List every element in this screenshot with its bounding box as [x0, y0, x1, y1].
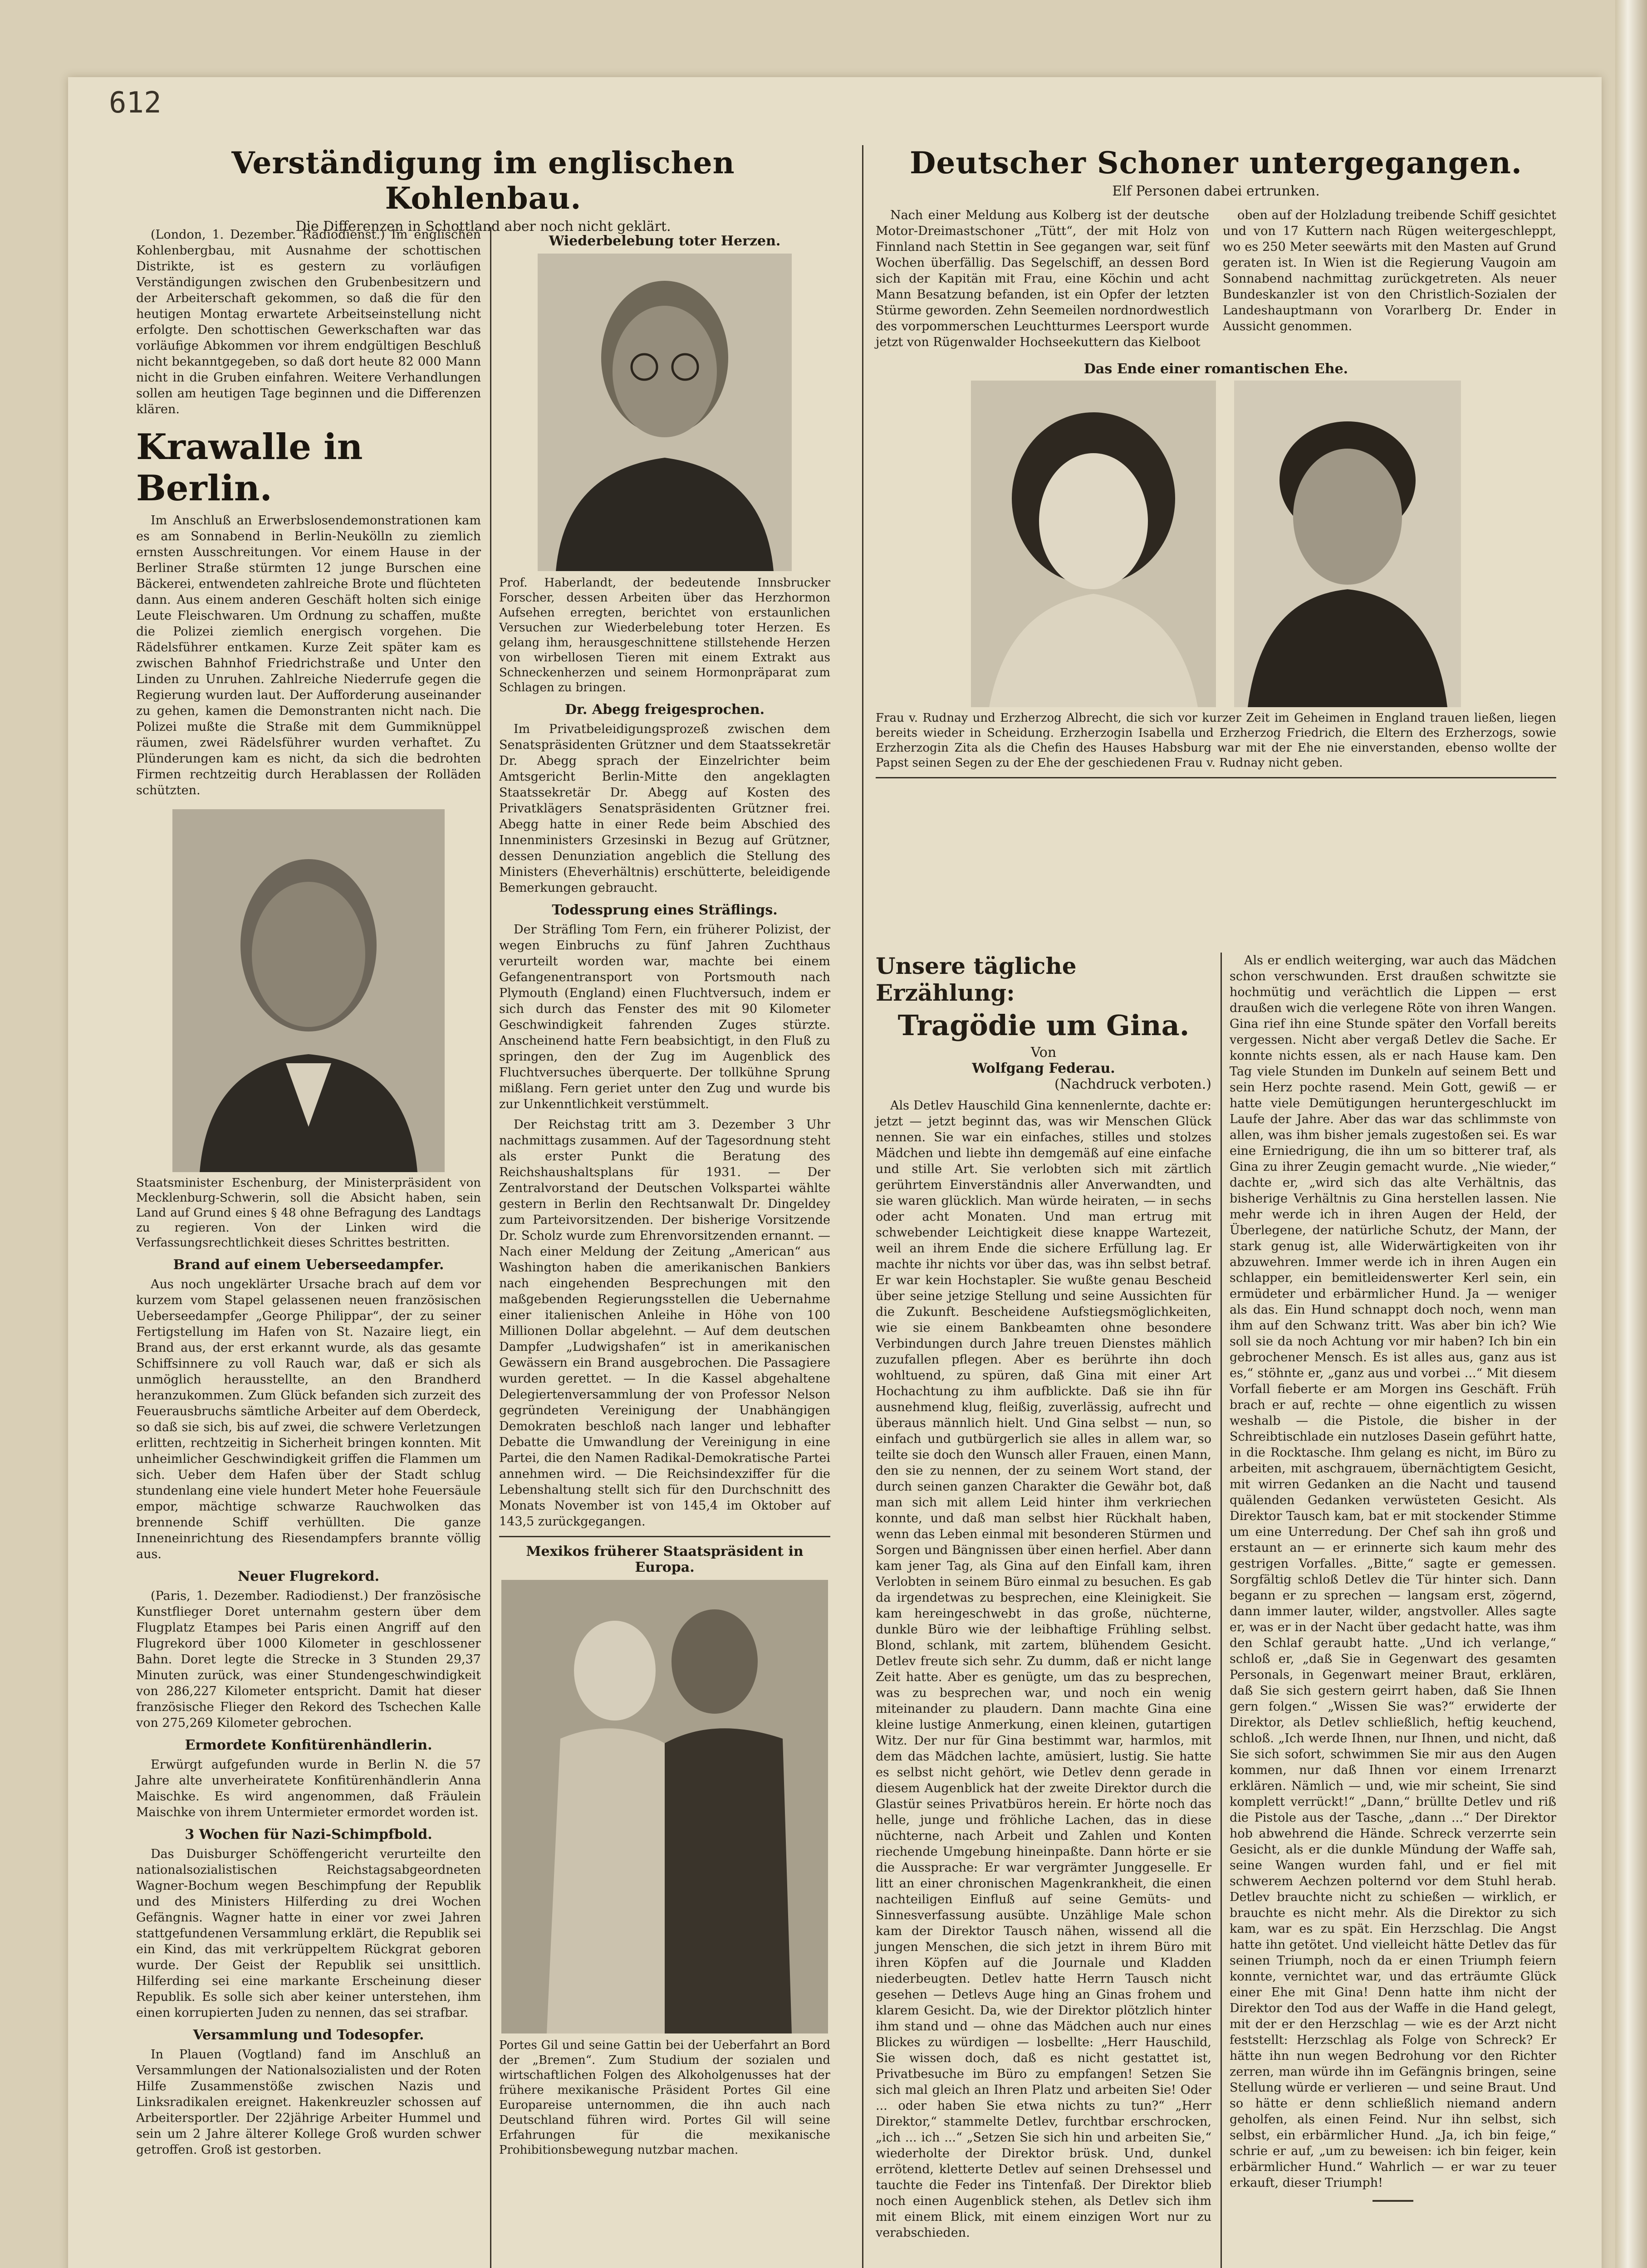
binding-edge — [1615, 0, 1647, 2268]
article-coal-body: (London, 1. Dezember. Radiodienst.) Im englischen Kohlenbergbau, mit Ausnahme der schottischen Distrikte, ist es gestern zu vorläufigen Verständigungen zwischen den Grubenbesitzern und der Arbeiterschaft gekommen, so daß die für den heutigen Montag erwartete Arbeitseinstellung nicht erfolgte. Den schottischen Gewerkschaften war das vorläufige Abkommen vor ihrem endgültigen Beschluß nicht bekanntgegeben, so daß dort heute 82 000 Mann nicht in die Gruben einfahren. Weitere Verhandlungen sollen am heutigen Tage beginnen und die Differenzen klären. — [136, 228, 481, 416]
photo-portesgil-caption: Portes Gil und seine Gattin bei der Ueberfahrt an Bord der „Bremen“. Zum Studium der sozialen und wirtschaftlichen Folgen des Alkoholgenusses hat der frühere mexikanische Präsident Portes Gil eine Europareise unternommen, die ihn auch nach Deutschland führen wird. Portes Gil will seine Erfahrungen für die mexikanische Prohibitionsbewegung nutzbar machen. — [499, 2038, 830, 2157]
col1-item-4-title: 3 Wochen für Nazi-Schimpfbold. — [185, 1827, 432, 1843]
photo-rudnay-pair — [876, 381, 1556, 707]
story-end-rule — [1372, 2200, 1413, 2202]
photo-haberlandt-title: Wiederbelebung toter Herzen. — [549, 233, 781, 249]
col2-item-2-title: Todessprung eines Sträflings. — [552, 902, 778, 918]
portrait-officer-icon — [1234, 381, 1461, 707]
photo-portesgil-title: Mexikos früherer Staatspräsident in Europa. — [526, 1544, 804, 1575]
article3-rule — [876, 777, 1556, 778]
photo-eschenburg — [172, 809, 445, 1172]
story-kicker: Unsere tägliche Erzählung: — [876, 953, 1077, 1006]
story-divider — [1221, 953, 1222, 2268]
article-schooner — [876, 145, 1556, 785]
col1-item-2-body: (Paris, 1. Dezember. Radiodienst.) Der französische Kunstflieger Doret unternahm gestern über dem Flugplatz Etampes bei Paris einen Angriff auf den Flugrekord über 1000 Kilometer in geschlossener Bahn. Doret legte die Strecke in 3 Stunden 29,37 Minuten zurück, was einer Stundengeschwindigkeit von 286,227 Kilometer entspricht. Damit hat dieser französische Flieger den Rekord des Tschechen Kalle von 275,269 Kilometer gebrochen. — [136, 1589, 481, 1730]
col2-item-1-title: Dr. Abegg freigesprochen. — [564, 702, 765, 718]
photo-eschenburg-caption: Staatsminister Eschenburg, der Ministerpräsident von Mecklenburg-Schwerin, soll die Absicht haben, sein Land auf Grund eines § 48 ohne Befragung des Landtags zu regieren. Von der Linken wird die Verfassungsrechtlichkeit dieses Schrittes bestritten. — [136, 1176, 481, 1250]
article-schooner-title: Deutscher Schoner untergegangen. — [910, 145, 1522, 181]
article-riots-body: Im Anschluß an Erwerbslosendemonstrationen kam es am Sonnabend in Berlin-Neukölln zu ziemlich ernsten Ausschreitungen. Vor einem Hause in der Berliner Straße stürmten 12 junge Burschen eine Bäckerei, entwendeten zahlreiche Brote und flüchteten dann. Aus einem anderen Geschäft holten sich einige Leute Fleischwaren. Um Ordnung zu schaffen, mußte die Polizei ziemlich energisch vorgehen. Die Rädelsführer entkamen. Kurze Zeit später kam es zwischen Bahnhof Friedrichstraße und Unter den Linden zu Unruhen. Zahlreiche Niederrufe gegen die Regierung wurden laut. Der Aufforderung auseinander zu gehen, kamen die Demonstranten nicht nach. Die Polizei mußte die Straße mit dem Gummiknüppel räumen, zwei Rädelsführer wurden verhaftet. Zu Plünderungen kam es nicht, da sich die bedrohten Firmen rechtzeitig durch Herablassen der Rolläden schützten. — [136, 513, 481, 797]
story-column-left — [876, 953, 1211, 2245]
col2-item-2-body: Der Sträfling Tom Fern, ein früherer Polizist, der wegen Einbruchs zu fünf Jahren Zuchthaus verurteilt worden war, machte bei einem Gefangenentransport von Portsmouth nach Plymouth (England) einen Fluchtversuch, indem er sich durch das Fenster des mit 90 Kilometer Geschwindigkeit fahrenden Zuges stürzte. Anscheinend hatte Fern beabsichtigt, in den Fluß zu springen, den der Zug im Augenblick des Fluchtversuches überquerte. Der tollkühne Sprung mißlang. Fern geriet unter den Zug und wurde bis zur Unkenntlichkeit verstümmelt. — [499, 923, 830, 1111]
portrait-man-glasses-icon — [538, 254, 792, 571]
story-author: Wolfgang Federau. — [972, 1061, 1115, 1076]
photo-portesgil — [501, 1580, 828, 2033]
col1-item-3-body: Erwürgt aufgefunden wurde in Berlin N. die 57 Jahre alte unverheiratete Konfitürenhändlerin Anna Maischke. Es wird angenommen, daß Fräulein Maischke von ihrem Untermieter ermordet worden ist. — [136, 1758, 481, 1819]
col1-item-1-title: Brand auf einem Ueberseedampfer. — [173, 1257, 444, 1273]
article-schooner-body-right: oben auf der Holzladung treibende Schiff gesichtet und von 17 Kuttern nach Rügen weitergeschleppt, wo es 250 Meter seewärts mit den Masten auf Grund geraten ist. In Wien ist die Regierung Vaugoin am Sonnabend nachmittag zurückgetreten. Als neuer Bundeskanzler ist von den Christlich-Sozialen der Landeshauptmann von Vorarlberg Dr. Ender in Aussicht genommen. — [1223, 208, 1556, 333]
photo-rudnay-title: Das Ende einer romantischen Ehe. — [1083, 361, 1348, 377]
story-text-left: Als Detlev Hauschild Gina kennenlernte, dachte er: jetzt — jetzt beginnt das, was wir Menschen Glück nennen. Sie war ein einfaches, stilles und stolzes Mädchen und liebte ihn demgemäß auf eine einfache und stille Art. Sie verlobten sich mit zärtlich gerührtem Einverständnis aller Anverwandten, und sie waren glücklich. Man würde heiraten, — in sechs oder acht Monaten. Und man ertrug mit schwebender Leichtigkeit diese knappe Wartezeit, weil an ihrem Ende die sichere Erfüllung lag. Er machte ihr nichts vor über das, was ihn selbst betraf. Er war kein Hochstapler. Sie wußte genau Bescheid über seine jetzige Stellung und seine Aussichten für die Zukunft. Bescheidene Aufstiegsmöglichkeiten, wie sie einem Bankbeamten ohne besondere Verbindungen durch Jahre treuen Dienstes mählich zuzufallen pflegen. Aber es berührte ihn doch wohltuend, zu spüren, daß Gina mit einer Art Hochachtung zu ihm aufblickte. Daß sie ihn für ausnehmend klug, fleißig, zuverlässig, aufrecht und überaus männlich hielt. Und Gina selbst — nun, so einfach und gutbürgerlich sie alles in allem war, so teilte sie doch den Wunsch aller Frauen, einen Mann, den sie zu nennen, der zu seinem Wort stand, der durch seinen ganzen Charakter die Gewähr bot, daß man sich mit allem Leid hinter ihm verkriechen konnte, und daß man selbst hier Rückhalt haben, wenn das Leben einmal mit besonderen Stürmen und Sorgen und Bängnissen über einen herfiel. Aber dann kam jener Tag, als Gina auf den Einfall kam, ihren Verlobten in seinem Büro einmal zu besuchen. Es gab da irgendetwas zu besprechen, eine Kleinigkeit. Sie kam hereingeschwebt in das große, nüchterne, dunkle Büro wie der leibhaftige Frühling selbst. Blond, schlank, mit zartem, blühendem Gesicht. Detlev freute sich sehr. Zu dumm, daß er nicht lange Zeit hatte. Aber es genügte, um das zu besprechen, was zu besprechen war, und noch ein wenig miteinander zu plaudern. Dann machte Gina eine kleine lustige Anmerkung, einen kleinen, gutartigen Witz. Der nur für Gina bestimmt war, harmlos, mit dem das Mädchen lachte, amüsiert, lustig. Sie hatte es selbst nicht gehört, wie Detlev denn gerade in diesem Augenblick hat der zweite Direktor durch die Glastür seines Privatbüros herein. Er hörte noch das helle, junge und fröhliche Lachen, das in diese nüchterne, nach Arbeit und Zahlen und Konten riechende Umgebung hineinpaßte. Dann hörte er sie die Aussprache: Er war vergrämter Junggeselle. Er litt an einer chronischen Magenkrankheit, die einen nachteiligen Einfluß auf seine Gemüts- und Sinnesverfassung ausübte. Unzählige Male schon kam der Direktor Tausch nähen, wissend all die jungen Menschen, die sich jetzt in ihrem Büro mit ihren Köpfen auf die Journale und Kladden niederbeugten. Detlev hatte Herrn Tausch nicht gesehen — Detlevs Auge hing an Ginas frohem und klarem Gesicht. Da, wie der Direktor plötzlich hinter ihm stand und — ohne das Mädchen auch nur eines Blickes zu würdigen — losbellte: „Herr Hauschild, Sie wissen doch, daß es nicht gestattet ist, Privatbesuche im Büro zu empfangen! Setzen Sie sich mal gleich an Ihren Platz und arbeiten Sie! Oder ... oder haben Sie etwa nichts zu tun?“ „Herr Direktor,“ stammelte Detlev, furchtbar erschrocken, „ich ... ich ...“ „Setzen Sie sich hin und arbeiten Sie,“ wiederholte der Direktor brüsk. Und, dunkel errötend, kletterte Detlev auf seinen Drehsessel und tauchte die Feder ins Tintenfaß. Der Direktor blieb noch einen Augenblick stehen, als Detlev sich ihm mit einem Blick, mit einem einzigen Wort nur zu verabschieden. — [876, 1099, 1211, 2240]
page-number: 612 — [109, 86, 162, 120]
photo-rudnay-caption: Frau v. Rudnay und Erzherzog Albrecht, die sich vor kurzer Zeit im Geheimen in England trauen ließen, liegen bereits wieder in Scheidung. Erzherzogin Isabella und Erzherzog Friedrich, die Eltern des Erzherzogs, sowie Erzherzogin Zita als die Chefin des Hauses Habsburg war mit der Ehe nie einverstanden, ebenso wollte der Papst seinen Segen zu der Ehe der geschiedenen Frau v. Rudnay nicht geben. — [876, 711, 1556, 770]
article-schooner-subtitle: Elf Personen dabei ertrunken. — [1112, 183, 1320, 199]
col1-item-5-body: In Plauen (Vogtland) fand im Anschluß an Versammlungen der Nationalsozialisten und der Roten Hilfe Zusammenstöße zwischen Nazis und Linksradikalen ereignet. Hakenkreuzler schossen auf Arbeitersportler. Der 22jährige Arbeiter Hummel und sein um 2 Jahre älterer Kollege Groß wurden schwer getroffen. Groß ist gestorben. — [136, 2048, 481, 2157]
portrait-couple-icon — [501, 1580, 828, 2033]
col2-rule — [499, 1536, 830, 1537]
col2-item-1-body: Im Privatbeleidigungsprozeß zwischen dem Senatspräsidenten Grützner und dem Staatssekretär Dr. Abegg sprach der Einzelrichter beim Amtsgericht Berlin-Mitte den angeklagten Staatssekretär Dr. Abegg auf Kosten des Privatklägers Senatspräsidenten Grützner frei. Abegg hatte in einer Rede beim Abschied des Innenministers Grzesinski in Bezug auf Grützner, dessen Denunziation angeblich die Stellung des Ministers (Eheverhältnis) erschütterte, beleidigende Bemerkungen gebraucht. — [499, 722, 830, 895]
story-note: (Nachdruck verboten.) — [1054, 1076, 1211, 1092]
col1-item-5-title: Versammlung und Todesopfer. — [193, 2027, 424, 2043]
newspaper-page — [68, 77, 1602, 2268]
article-coal-title: Verständigung im englischen Kohlenbau. — [231, 145, 735, 216]
story-column-right — [1230, 953, 1556, 2202]
story-text-right: Als er endlich weiterging, war auch das Mädchen schon verschwunden. Erst draußen schwitzte sie hochmütig und verächtlich die Lippen — erst draußen wich die verlegene Röte von ihren Wangen. Gina rief ihn eine Stunde später den Vorfall bereits vergessen. Nicht aber vergaß Detlev die Sache. Er konnte nichts essen, als er nach Hause kam. Den Tag viele Stunden im Dunkeln auf seinem Bett und sein Herz pochte rasend. Mein Gott, gewiß — er hatte viele Demütigungen heruntergeschluckt im Laufe der Jahre. Aber das war das schlimmste von allen, was ihm bisher jemals zugestoßen sei. Es war eine Erniedrigung, die ihn um so bitterer traf, als Gina zu ihrer Zeugin gemacht wurde. „Nie wieder,“ dachte er, „wird sich das alte Verhältnis, das bisherige Verhältnis zu Gina herstellen lassen. Nie mehr werde ich in ihren Augen der Held, der Überlegene, der natürliche Schutz, der Mann, der stark genug ist, alle Widerwärtigkeiten von ihr abzuwehren. Immer werde ich in ihren Augen ein schlapper, ein bemitleidenswerter Kerl sein, ein ermüdeter und erbärmlicher Hund. Ja — weniger als das. Ein Hund schnappt doch noch, wenn man ihm auf den Schwanz tritt. Was aber bin ich? Wie soll sie da noch Achtung vor mir haben? Ich bin ein gebrochener Mensch. Es ist alles aus, ganz aus ist es,“ stöhnte er, „ganz aus und vorbei ...“ Mit diesem Vorfall fieberte er am Morgen ins Geschäft. Früh brach er auf, rechte — ohne eigentlich zu wissen weshalb — die Pistole, die bisher in der Schreibtischlade ein nutzloses Dasein geführt hatte, in die Rocktasche. Ihm gelang es nicht, im Büro zu arbeiten, mit aschgrauem, übernächtigtem Gesicht, mit wirren Gedanken an die Nacht und tausend quälenden Gedanken verwüsteten Gesicht. Als Direktor Tausch kam, bat er mit stockender Stimme um eine Unterredung. Der Chef sah ihn groß und erstaunt an — er erinnerte sich kaum mehr des gestrigen Vorfalles. „Bitte,“ sagte er gemessen. Sorgfältig schloß Detlev die Tür hinter sich. Dann begann er zu sprechen — langsam erst, zögernd, dann immer lauter, wilder, angstvoller. Alles sagte er, was er in der Nacht über gedacht hatte, was ihm den Schlaf geraubt hatte. „Und ich verlange,“ schloß er, „daß Sie in Gegenwart des gesamten Personals, in Gegenwart meiner Braut, erklären, daß Sie sich gestern geirrt haben, daß Sie Ihnen gern folgen.“ „Wissen Sie was?“ erwiderte der Direktor, als Detlev schließlich, heftig keuchend, schloß. „Ich werde Ihnen, nur Ihnen, und nicht, daß Sie sich sofort, schwimmen Sie mir aus den Augen kommen, nur daß Ihnen vor einem Irrenarzt erklären. Nämlich — und, wie mir scheint, Sie sind komplett verrückt!“ „Dann,“ brüllte Detlev und riß die Pistole aus der Tasche, „dann ...“ Der Direktor hob abwehrend die Hände. Schreck verzerrte sein Gesicht, als er die dunkle Mündung der Waffe sah, seine Wangen wurden fahl, und er fiel mit schwerem Aechzen polternd vor dem Stuhl herab. Detlev brauchte nicht zu schießen — wirklich, er brauchte es nicht mehr. Als die Direktor zu sich kam, war es zu spät. Ein Herzschlag. Die Angst hatte ihn getötet. Und vielleicht hätte Detlev das für seinen Triumph, noch da er einen Triumph feiern konnte, vernichtet war, und das erträumte Glück einer Ehe mit Gina! Denn hatte ihm nicht der Direktor den Tod aus der Waffe in die Hand gelegt, mit der er den Herzschlag — wie es der Arzt nicht feststellt: Herzschlag als Folge von Schreck? Er hätte ihn nun wegen Bedrohung vor den Richter zerren, man würde ihn im Gefängnis bringen, seine Stellung würde er verlieren — und seine Braut. Und so hätte er denn schließlich niemand andern geholfen, als einen Feind. Nur ihn selbst, sich selbst, ein erbärmlicher Hund. „Ja, ich bin feige,“ schrie er auf, „um zu beweisen: ich bin feiger, kein erbärmlicher Hund.“ Wahrlich — er war zu teuer erkauft, dieser Triumph! — [1230, 953, 1556, 2190]
column-2 — [499, 227, 830, 2164]
photo-rudnay — [971, 381, 1216, 707]
portrait-man-icon — [172, 809, 445, 1172]
article-schooner-body-left: Nach einer Meldung aus Kolberg ist der deutsche Motor-Dreimastschoner „Tütt“, der mit Holz von Finnland nach Stettin in See gegangen war, seit fünf Wochen überfällig. Das Segelschiff, an dessen Bord sich der Kapitän mit Frau, eine Köchin und acht Mann Besatzung befanden, ist ein Opfer der letzten Stürme geworden. Zehn Seemeilen nordnordwestlich des vorpommerschen Leuchtturmes Leersport wurde jetzt von Rügenwalder Hochseekuttern das Kielboot — [876, 208, 1209, 349]
col2-item-3-body: Der Reichstag tritt am 3. Dezember 3 Uhr nachmittags zusammen. Auf der Tagesordnung steht als erster Punkt die Beratung des Reichshaushaltsplans für 1931. — Der Zentralvorstand der Deutschen Volkspartei wählte gestern in Berlin den Rechtsanwalt Dr. Dingeldey zum Parteivorsitzenden. Der bisherige Vorsitzende Dr. Scholz wurde zum Ehrenvorsitzenden ernannt. — Nach einer Meldung der Zeitung „American“ aus Washington haben die amerikanischen Bankiers nach eingehenden Besprechungen mit den maßgebenden Regierungsstellen die Uebernahme einer italienischen Anleihe in Höhe von 100 Millionen Dollar abgelehnt. — Auf dem deutschen Dampfer „Ludwigshafen“ ist in amerikanischen Gewässern ein Brand ausgebrochen. Die Passagiere wurden gerettet. — In die Kassel abgehaltene Delegiertenversammlung der von Professor Nelson gegründeten Vereinigung der Unabhängigen Demokraten beschloß nach langer und lebhafter Debatte die Umwandlung der Vereinigung in eine Partei, die den Namen Radikal-Demokratische Partei annehmen wird. — Die Reichsindexziffer für die Lebenshaltung stellt sich für den Durchschnitt des Monats November ist von 145,4 im Oktober auf 143,5 zurückgegangen. — [499, 1118, 830, 1529]
portrait-woman-icon — [971, 381, 1216, 707]
photo-albrecht — [1234, 381, 1461, 707]
photo-haberlandt-caption: Prof. Haberlandt, der bedeutende Innsbrucker Forscher, dessen Arbeiten über das Herzhormon Aufsehen erregten, berichtet von erstaunlichen Versuchen zur Wiederbelebung toter Herzen. Es gelang ihm, herausgeschnittene stillstehende Herzen von wirbellosen Tieren mit einem Extrakt aus Schneckenherzen und seinem Hormonpräparat zum Schlagen zu bringen. — [499, 576, 830, 694]
column-divider-1 — [490, 227, 491, 2268]
story-byline-prefix: Von — [1030, 1045, 1057, 1061]
photo-haberlandt — [538, 254, 792, 571]
article-riots-title: Krawalle in Berlin. — [136, 426, 363, 509]
col1-item-4-body: Das Duisburger Schöffengericht verurteilte den nationalsozialistischen Reichstagsabgeordneten Wagner-Bochum wegen Beschimpfung der Republik und des Ministers Hilferding zu drei Wochen Gefängnis. Wagner hatte in einer vor zwei Jahren stattgefundenen Versammlung erklärt, die Republik sei ein Kind, das mit verkrüppeltem Rückgrat geboren wurde. Der Geist der Republik sei unsittlich. Hilferding sei eine markante Erscheinung dieser Republik. Es solle sich aber keiner unterstehen, ihm einen korrupierten Juden zu nennen, das sei strafbar. — [136, 1847, 481, 2020]
story-title: Tragödie um Gina. — [897, 1009, 1190, 1042]
col1-item-3-title: Ermordete Konfitürenhändlerin. — [185, 1737, 432, 1753]
column-1 — [136, 227, 481, 2162]
col1-item-1-body: Aus noch ungeklärter Ursache brach auf dem vor kurzem vom Stapel gelassenen neuen französischen Ueberseedampfer „George Philippar“, der zu seiner Fertigstellung im Hafen von St. Nazaire liegt, ein Brand aus, der erst erkannt wurde, als das gesamte Schiffsinnere zu voll Rauch war, daß er sich als unmöglich herausstellte, an den Brandherd heranzukommen. Zum Glück befanden sich zurzeit des Feuerausbruchs sämtliche Arbeiter auf dem Oberdeck, so daß sie sich, bis auf zwei, die schwere Verletzungen erlitten, rechtzeitig in Sicherheit bringen konnten. Mit unheimlicher Geschwindigkeit griffen die Flammen um sich. Ueber dem Hafen über der Stadt schlug stundenlang eine viele hundert Meter hohe Feuersäule empor, mächtige schwarze Rauchwolken das brennende Schiff verhüllten. Die ganze Inneneinrichtung des Riesendampfers brannte völlig aus. — [136, 1277, 481, 1561]
center-divider — [862, 145, 863, 2268]
col1-item-2-title: Neuer Flugrekord. — [237, 1569, 380, 1584]
article-coal-subtitle: Die Differenzen in Schottland aber noch nicht geklärt. — [295, 219, 671, 235]
